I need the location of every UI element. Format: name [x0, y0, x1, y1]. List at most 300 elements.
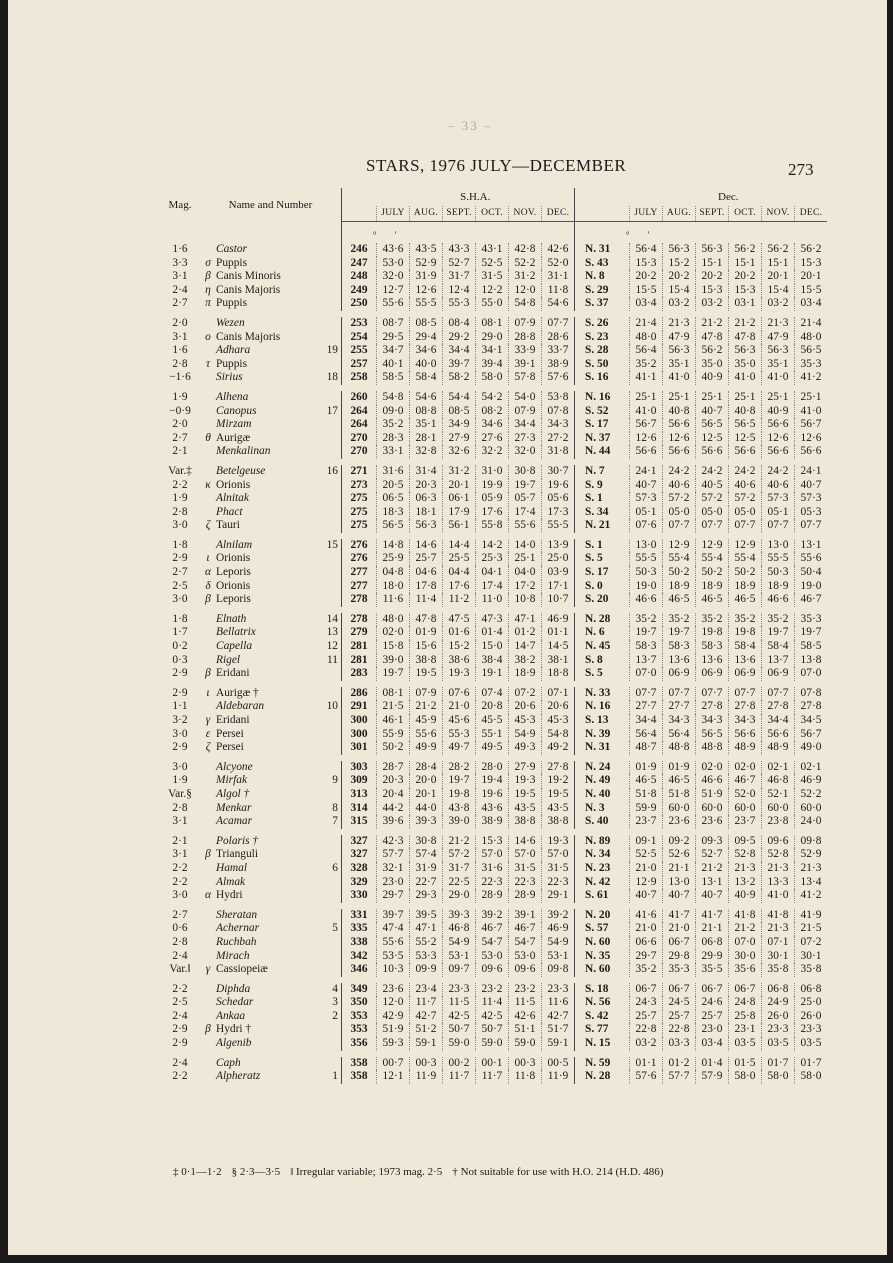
- sha-minutes: 19·7: [377, 667, 410, 681]
- dec-minutes: 06·7: [663, 936, 696, 950]
- bayer-letter: α: [205, 889, 211, 902]
- dec-minutes: 26·0: [795, 1010, 828, 1024]
- star-number: 11: [321, 654, 342, 668]
- sha-minutes: 12·7: [377, 284, 410, 298]
- sha-minutes: 38·8: [542, 815, 575, 829]
- dec-minutes: 07·7: [762, 687, 795, 701]
- sha-month-header: DEC.: [542, 206, 575, 222]
- star-row: [160, 257, 827, 271]
- dec-minutes: 40·9: [729, 889, 762, 903]
- sha-minutes: 50·7: [443, 1023, 476, 1037]
- sha-minutes: 35·2: [377, 418, 410, 432]
- sha-minutes: 55·6: [377, 297, 410, 311]
- dec-minutes: 51·8: [663, 788, 696, 802]
- sha-minutes: 52·5: [476, 257, 509, 271]
- sha-minutes: 31·6: [476, 862, 509, 876]
- star-row: [160, 391, 827, 405]
- dec-minutes: 35·3: [795, 358, 828, 372]
- dec-minutes: 27·8: [762, 700, 795, 714]
- bayer-letter: [200, 815, 216, 829]
- sha-minutes: 54·9: [542, 936, 575, 950]
- sha-minutes: 39·7: [377, 909, 410, 923]
- column-gap: [575, 580, 586, 594]
- sha-minutes: 33·9: [509, 344, 542, 358]
- sha-minutes: 11·9: [410, 1070, 443, 1084]
- dec-minutes: 24·8: [729, 996, 762, 1010]
- sha-minutes: 07·1: [542, 687, 575, 701]
- star-magnitude: 3·2: [172, 714, 188, 726]
- sha-minutes: 20·8: [476, 700, 509, 714]
- dec-minutes: 56·6: [795, 445, 828, 459]
- sha-minutes: 31·2: [509, 270, 542, 284]
- sha-degrees: 270: [350, 445, 368, 458]
- star-name: Wezen: [216, 316, 245, 329]
- sha-minutes: 28·4: [410, 761, 443, 775]
- dec-minutes: 57·9: [696, 1070, 729, 1084]
- sha-minutes: 51·7: [542, 1023, 575, 1037]
- star-number: [321, 391, 342, 405]
- dec-minutes: 15·3: [795, 257, 828, 271]
- sha-minutes: 39·0: [443, 815, 476, 829]
- sha-minutes: 59·3: [377, 1037, 410, 1051]
- dec-minutes: 56·4: [663, 728, 696, 742]
- sha-degrees: 254: [350, 330, 368, 343]
- star-magnitude: 1·6: [172, 344, 188, 357]
- star-magnitude: 1·6: [172, 243, 188, 255]
- sha-minutes: 09·8: [542, 963, 575, 977]
- dec-minutes: 35·2: [630, 358, 663, 372]
- dec-minutes: 40·6: [663, 479, 696, 493]
- sha-minutes: 19·6: [542, 479, 575, 493]
- dec-minutes: 50·2: [696, 566, 729, 580]
- sha-minutes: 57·0: [542, 848, 575, 862]
- bayer-letter: [200, 835, 216, 849]
- sha-minutes: 12·4: [443, 284, 476, 298]
- sha-minutes: 25·9: [377, 552, 410, 566]
- dec-minutes: 58·0: [729, 1070, 762, 1084]
- column-gap: [575, 640, 586, 654]
- dec-degrees: S. 1: [585, 492, 603, 505]
- dec-degrees: S. 17: [585, 418, 609, 431]
- dec-minutes: 46·6: [762, 593, 795, 607]
- footnotes: [173, 1166, 673, 1178]
- dec-minutes: 20·2: [630, 270, 663, 284]
- dec-minutes: 58·0: [762, 1070, 795, 1084]
- sha-minutes: 31·5: [542, 862, 575, 876]
- sha-minutes: 38·9: [542, 358, 575, 372]
- sha-minutes: 31·6: [377, 465, 410, 479]
- sha-minutes: 57·2: [443, 848, 476, 862]
- sha-degrees: 257: [350, 357, 368, 370]
- bayer-letter: [200, 492, 216, 506]
- star-magnitude: 2·2: [172, 875, 188, 888]
- sha-minutes: 09·9: [410, 963, 443, 977]
- star-name: Eridani: [216, 714, 250, 726]
- sha-minutes: 00·3: [509, 1057, 542, 1071]
- bayer-letter: [200, 1057, 216, 1071]
- bayer-letter: [200, 371, 216, 385]
- dec-degrees: N. 39: [585, 727, 611, 740]
- sha-minutes: 32·1: [377, 862, 410, 876]
- column-gap: [575, 432, 586, 446]
- sha-minutes: 54·6: [410, 391, 443, 405]
- sha-degrees: 331: [350, 908, 368, 921]
- bayer-letter: [200, 391, 216, 405]
- dec-minutes: 01·4: [696, 1057, 729, 1071]
- sha-minutes: 52·2: [509, 257, 542, 271]
- dec-degrees: N. 3: [585, 801, 605, 814]
- star-name: Hamal: [216, 861, 248, 874]
- dec-minutes: 24·3: [630, 996, 663, 1010]
- dec-minutes: 58·3: [696, 640, 729, 654]
- star-row: [160, 983, 827, 997]
- column-gap: [575, 983, 586, 997]
- dec-minutes: 01·5: [729, 1057, 762, 1071]
- star-magnitude: 2·1: [172, 445, 188, 458]
- sha-minutes: 14·6: [410, 539, 443, 553]
- sha-minutes: 08·2: [476, 405, 509, 419]
- dec-degrees: N. 60: [585, 963, 611, 976]
- dec-minutes: 41·0: [663, 371, 696, 385]
- sha-minutes: 29·2: [443, 331, 476, 345]
- dec-minutes: 52·6: [663, 848, 696, 862]
- dec-degrees: S. 0: [585, 579, 603, 592]
- sha-minutes: 01·1: [542, 626, 575, 640]
- star-magnitude: 1·1: [172, 700, 188, 713]
- star-magnitude: 2·7: [172, 297, 188, 310]
- column-gap: [575, 492, 586, 506]
- dec-month-header: DEC.: [795, 206, 828, 222]
- sha-minutes: 35·1: [410, 418, 443, 432]
- sha-minutes: 07·9: [509, 405, 542, 419]
- sha-minutes: 28·1: [410, 432, 443, 446]
- sha-minutes: 39·2: [542, 909, 575, 923]
- page-title: STARS, 1976 JULY—DECEMBER: [366, 156, 627, 175]
- dec-degrees: S. 5: [585, 552, 603, 565]
- star-number: [321, 317, 342, 331]
- dec-degrees: N. 44: [585, 445, 611, 458]
- bayer-letter: [200, 465, 216, 479]
- dec-minutes: 24·2: [762, 465, 795, 479]
- sha-minutes: 29·4: [410, 331, 443, 345]
- star-name: Achernar: [216, 922, 260, 935]
- sha-minutes: 59·0: [443, 1037, 476, 1051]
- sha-minutes: 11·4: [410, 593, 443, 607]
- sha-minutes: 19·7: [509, 479, 542, 493]
- dec-minutes: 35·0: [729, 358, 762, 372]
- star-magnitude: 2·2: [172, 1070, 188, 1083]
- sha-minutes: 40·0: [410, 358, 443, 372]
- page-mark: – 33 –: [448, 118, 493, 133]
- dec-minutes: 56·2: [696, 344, 729, 358]
- dec-minutes: 27·7: [630, 700, 663, 714]
- dec-minutes: 58·3: [630, 640, 663, 654]
- column-gap: [575, 479, 586, 493]
- sha-minutes: 53·0: [377, 257, 410, 271]
- sha-minutes: 18·1: [410, 506, 443, 520]
- dec-minutes: 13·4: [795, 876, 828, 890]
- column-gap: [575, 862, 586, 876]
- sha-minutes: 27·8: [542, 761, 575, 775]
- dec-degrees: N. 28: [585, 612, 611, 625]
- dec-minutes: 41·0: [630, 405, 663, 419]
- dec-minutes: 21·0: [630, 862, 663, 876]
- sha-minutes: 31·9: [410, 862, 443, 876]
- bayer-letter: γ: [205, 963, 211, 976]
- sha-minutes: 06·5: [377, 492, 410, 506]
- sha-minutes: 10·8: [509, 593, 542, 607]
- sha-minutes: 56·1: [443, 519, 476, 533]
- sha-minutes: 04·6: [410, 566, 443, 580]
- bayer-letter: [200, 700, 216, 714]
- dec-minutes: 46·8: [762, 774, 795, 788]
- dec-minutes: 06·8: [696, 936, 729, 950]
- sha-degrees: 342: [350, 949, 368, 962]
- dec-minutes: 03·2: [762, 297, 795, 311]
- sha-minutes: 19·7: [443, 774, 476, 788]
- star-row: [160, 626, 827, 640]
- dec-minutes: 13·1: [795, 539, 828, 553]
- dec-minutes: 21·3: [729, 862, 762, 876]
- sha-degrees: 249: [350, 283, 368, 296]
- sha-minutes: 17·4: [476, 580, 509, 594]
- sha-minutes: 12·0: [509, 284, 542, 298]
- dec-minutes: 40·6: [762, 479, 795, 493]
- sha-minutes: 54·4: [443, 391, 476, 405]
- star-magnitude: 2·0: [172, 316, 188, 329]
- sha-minutes: 31·1: [542, 270, 575, 284]
- sha-minutes: 07·9: [509, 317, 542, 331]
- star-row: [160, 284, 827, 298]
- dec-minutes: 07·7: [663, 519, 696, 533]
- sha-minutes: 55·8: [476, 519, 509, 533]
- dec-minutes: 56·6: [762, 728, 795, 742]
- sha-minutes: 15·2: [443, 640, 476, 654]
- sha-minutes: 23·4: [410, 983, 443, 997]
- star-name: Cassiopeiæ: [216, 963, 268, 976]
- sha-minutes: 49·2: [542, 741, 575, 755]
- sha-minutes: 34·1: [476, 344, 509, 358]
- star-row: [160, 1037, 827, 1051]
- star-number: 16: [321, 465, 342, 479]
- dec-minutes: 51·8: [630, 788, 663, 802]
- sha-minutes: 00·3: [410, 1057, 443, 1071]
- sha-minutes: 56·3: [410, 519, 443, 533]
- column-gap: [575, 1070, 586, 1084]
- dec-minutes: 24·6: [696, 996, 729, 1010]
- star-row: [160, 963, 827, 977]
- dec-minutes: 56·3: [729, 344, 762, 358]
- dec-minutes: 56·6: [663, 445, 696, 459]
- dec-minutes: 41·2: [795, 889, 828, 903]
- dec-minutes: 35·1: [663, 358, 696, 372]
- column-gap: [575, 1037, 586, 1051]
- star-name: Orionis: [216, 478, 251, 491]
- dec-minutes: 13·6: [696, 654, 729, 668]
- dec-minutes: 25·1: [729, 391, 762, 405]
- dec-minutes: 01·1: [630, 1057, 663, 1071]
- dec-minutes: 35·2: [696, 613, 729, 627]
- bayer-letter: [200, 936, 216, 950]
- dec-minutes: 19·8: [729, 626, 762, 640]
- dec-degrees: N. 7: [585, 464, 605, 477]
- dec-minutes: 21·2: [696, 862, 729, 876]
- dec-minutes: 55·4: [729, 552, 762, 566]
- dec-minutes: 09·2: [663, 835, 696, 849]
- dec-minutes: 58·3: [663, 640, 696, 654]
- min-mark-dec: ′: [647, 230, 650, 241]
- dec-minutes: 05·1: [630, 506, 663, 520]
- dec-degrees: S. 40: [585, 815, 609, 828]
- dec-minutes: 46·5: [663, 593, 696, 607]
- sha-minutes: 42·9: [377, 1010, 410, 1024]
- sha-minutes: 42·5: [443, 1010, 476, 1024]
- dec-minutes: 07·0: [729, 936, 762, 950]
- sha-minutes: 28·7: [377, 761, 410, 775]
- dec-minutes: 23·7: [630, 815, 663, 829]
- dec-minutes: 03·5: [762, 1037, 795, 1051]
- star-magnitude: 2·5: [172, 996, 188, 1009]
- star-name: Menkar: [216, 801, 252, 814]
- sha-degrees: 335: [350, 922, 368, 935]
- column-gap: [575, 206, 586, 222]
- sha-degrees: 300: [350, 727, 368, 740]
- dec-minutes: 60·0: [696, 802, 729, 816]
- sha-minutes: 42·3: [377, 835, 410, 849]
- sha-deg-spacer: [342, 206, 377, 222]
- dec-minutes: 57·2: [663, 492, 696, 506]
- star-name: Bellatrix: [216, 626, 256, 639]
- bayer-letter: σ: [205, 256, 211, 269]
- dec-minutes: 57·6: [630, 1070, 663, 1084]
- bayer-letter: o: [205, 330, 211, 343]
- sha-minutes: 19·3: [443, 667, 476, 681]
- star-row: [160, 358, 827, 372]
- dec-degrees: S. 28: [585, 344, 609, 357]
- bayer-letter: [200, 1010, 216, 1024]
- star-row: [160, 418, 827, 432]
- dec-degrees: S. 50: [585, 357, 609, 370]
- dec-minutes: 07·7: [630, 687, 663, 701]
- bayer-letter: [200, 983, 216, 997]
- deg-mark-dec: °: [625, 230, 630, 241]
- star-number: [321, 593, 342, 607]
- sha-minutes: 09·6: [509, 963, 542, 977]
- sha-degrees: 303: [350, 760, 368, 773]
- sha-minutes: 01·4: [476, 626, 509, 640]
- column-gap: [575, 371, 586, 385]
- star-number: 13: [321, 626, 342, 640]
- star-name: Acamar: [216, 815, 253, 828]
- dec-minutes: 13·7: [762, 654, 795, 668]
- dec-minutes: 34·4: [762, 714, 795, 728]
- sha-minutes: 04·0: [509, 566, 542, 580]
- dec-minutes: 56·2: [795, 243, 828, 257]
- sha-minutes: 29·0: [476, 331, 509, 345]
- sha-minutes: 25·1: [509, 552, 542, 566]
- sha-minutes: 54·9: [443, 936, 476, 950]
- star-rows: [160, 243, 827, 1084]
- dec-minutes: 57·3: [630, 492, 663, 506]
- sha-minutes: 19·9: [476, 479, 509, 493]
- dec-minutes: 21·2: [696, 317, 729, 331]
- sha-minutes: 17·4: [509, 506, 542, 520]
- dec-minutes: 12·9: [663, 539, 696, 553]
- dec-minutes: 56·7: [795, 418, 828, 432]
- star-number: [321, 284, 342, 298]
- star-number: 4: [321, 983, 342, 997]
- sha-minutes: 45·9: [410, 714, 443, 728]
- star-row: [160, 714, 827, 728]
- sha-minutes: 15·3: [476, 835, 509, 849]
- star-magnitude: 0·2: [172, 640, 188, 653]
- sha-degrees: 286: [350, 686, 368, 699]
- star-number: [321, 552, 342, 566]
- dec-degrees: N. 6: [585, 626, 605, 639]
- bayer-letter: α: [205, 566, 211, 579]
- sha-degrees: 313: [350, 787, 368, 800]
- dec-minutes: 15·4: [663, 284, 696, 298]
- star-name: Aldebaran: [216, 700, 265, 713]
- dec-minutes: 57·7: [663, 1070, 696, 1084]
- dec-minutes: 03·4: [696, 1037, 729, 1051]
- sha-minutes: 05·7: [509, 492, 542, 506]
- sha-minutes: 54·2: [476, 391, 509, 405]
- sha-minutes: 15·8: [377, 640, 410, 654]
- star-row: [160, 889, 827, 903]
- star-name: Elnath: [216, 612, 247, 625]
- sha-minutes: 23·0: [377, 876, 410, 890]
- sha-minutes: 43·3: [443, 243, 476, 257]
- sha-minutes: 57·8: [509, 371, 542, 385]
- dec-minutes: 35·1: [762, 358, 795, 372]
- dec-minutes: 12·6: [762, 432, 795, 446]
- sha-minutes: 11·9: [542, 1070, 575, 1084]
- dec-minutes: 20·1: [795, 270, 828, 284]
- dec-minutes: 29·7: [630, 950, 663, 964]
- sha-minutes: 07·8: [542, 405, 575, 419]
- dec-minutes: 07·7: [795, 519, 828, 533]
- dec-degrees: S. 16: [585, 371, 609, 384]
- sha-minutes: 38·9: [476, 815, 509, 829]
- sha-month-header: JULY: [377, 206, 410, 222]
- dec-minutes: 12·9: [696, 539, 729, 553]
- star-number: [321, 788, 342, 802]
- star-name: Mirfak: [216, 774, 248, 787]
- sha-minutes: 05·6: [542, 492, 575, 506]
- column-gap: [575, 950, 586, 964]
- dec-minutes: 23·6: [696, 815, 729, 829]
- sha-minutes: 11·6: [377, 593, 410, 607]
- dec-degrees: N. 59: [585, 1056, 611, 1069]
- column-gap: [575, 922, 586, 936]
- bayer-letter: [200, 761, 216, 775]
- star-row: [160, 519, 827, 533]
- dec-minutes: 27·8: [795, 700, 828, 714]
- dec-degrees: N. 31: [585, 741, 611, 754]
- star-name: Ruchbah: [216, 935, 257, 948]
- column-gap: [575, 552, 586, 566]
- sha-minutes: 07·7: [542, 317, 575, 331]
- dec-minutes: 41·2: [795, 371, 828, 385]
- column-gap: [575, 297, 586, 311]
- dec-minutes: 41·8: [762, 909, 795, 923]
- sha-minutes: 22·5: [443, 876, 476, 890]
- dec-minutes: 29·9: [696, 950, 729, 964]
- dec-minutes: 56·6: [696, 445, 729, 459]
- star-name: Adhara: [216, 344, 251, 357]
- dec-minutes: 58·5: [795, 640, 828, 654]
